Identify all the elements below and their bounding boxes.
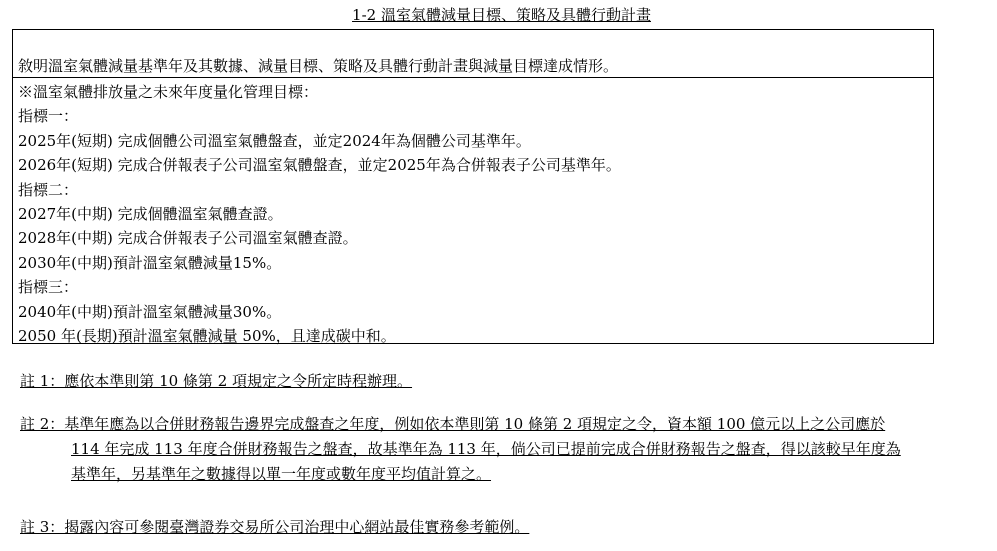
- note-2-line: 基準年，另基準年之數據得以單一年度或數年度平均值計算之。: [71, 465, 492, 483]
- body-line: 2025年(短期) 完成個體公司溫室氣體盤查，並定2024年為個體公司基準年。: [18, 131, 531, 150]
- body-line: 2040年(中期)預計溫室氣體減量30%。: [18, 302, 282, 321]
- note-2-line: 114 年完成 113 年度合併財務報告之盤查，故基準年為 113 年，倘公司已提前完成合併財務報告之盤查，得以該較早年度為: [71, 440, 901, 458]
- body-line: 2028年(中期) 完成合併報表子公司溫室氣體查證。: [18, 229, 358, 248]
- section-title-text: 1-2 溫室氣體減量目標、策略及具體行動計畫: [352, 6, 651, 24]
- ghg-table: [12, 29, 934, 344]
- body-line: 指標二：: [18, 180, 79, 199]
- body-line: 2026年(短期) 完成合併報表子公司溫室氣體盤查，並定2025年為合併報表子公司基準年。: [18, 156, 621, 175]
- section-title: [0, 5, 997, 25]
- note-1-text: 註 1：應依本準則第 10 條第 2 項規定之令所定時程辦理。: [20, 372, 413, 390]
- note-3: [20, 515, 992, 540]
- note-3-text: 註 3：揭露內容可參閱臺灣證券交易所公司治理中心網站最佳實務參考範例。: [20, 518, 530, 536]
- table-body: [18, 80, 621, 348]
- note-2-line: 註 2：基準年應為以合併財務報告邊界完成盤查之年度，例如依本準則第 10 條第 2 項規定之令，資本額 100 億元以上之公司應於: [20, 415, 886, 433]
- body-line: 2030年(中期)預計溫室氣體減量15%。: [18, 253, 282, 272]
- body-line: 指標三：: [18, 278, 79, 297]
- table-header-text: 敘明溫室氣體減量基準年及其數據、減量目標、策略及具體行動計畫與減量目標達成情形。: [18, 57, 619, 75]
- note-1: [20, 369, 992, 394]
- body-line: ※溫室氣體排放量之未來年度量化管理目標：: [18, 83, 319, 101]
- note-2: [20, 412, 992, 487]
- body-line: 2050 年(長期)預計溫室氣體減量 50%，且達成碳中和。: [18, 326, 396, 345]
- table-header-row: [13, 30, 933, 78]
- body-line: 2027年(中期) 完成個體溫室氣體查證。: [18, 204, 283, 223]
- body-line: 指標一：: [18, 107, 79, 126]
